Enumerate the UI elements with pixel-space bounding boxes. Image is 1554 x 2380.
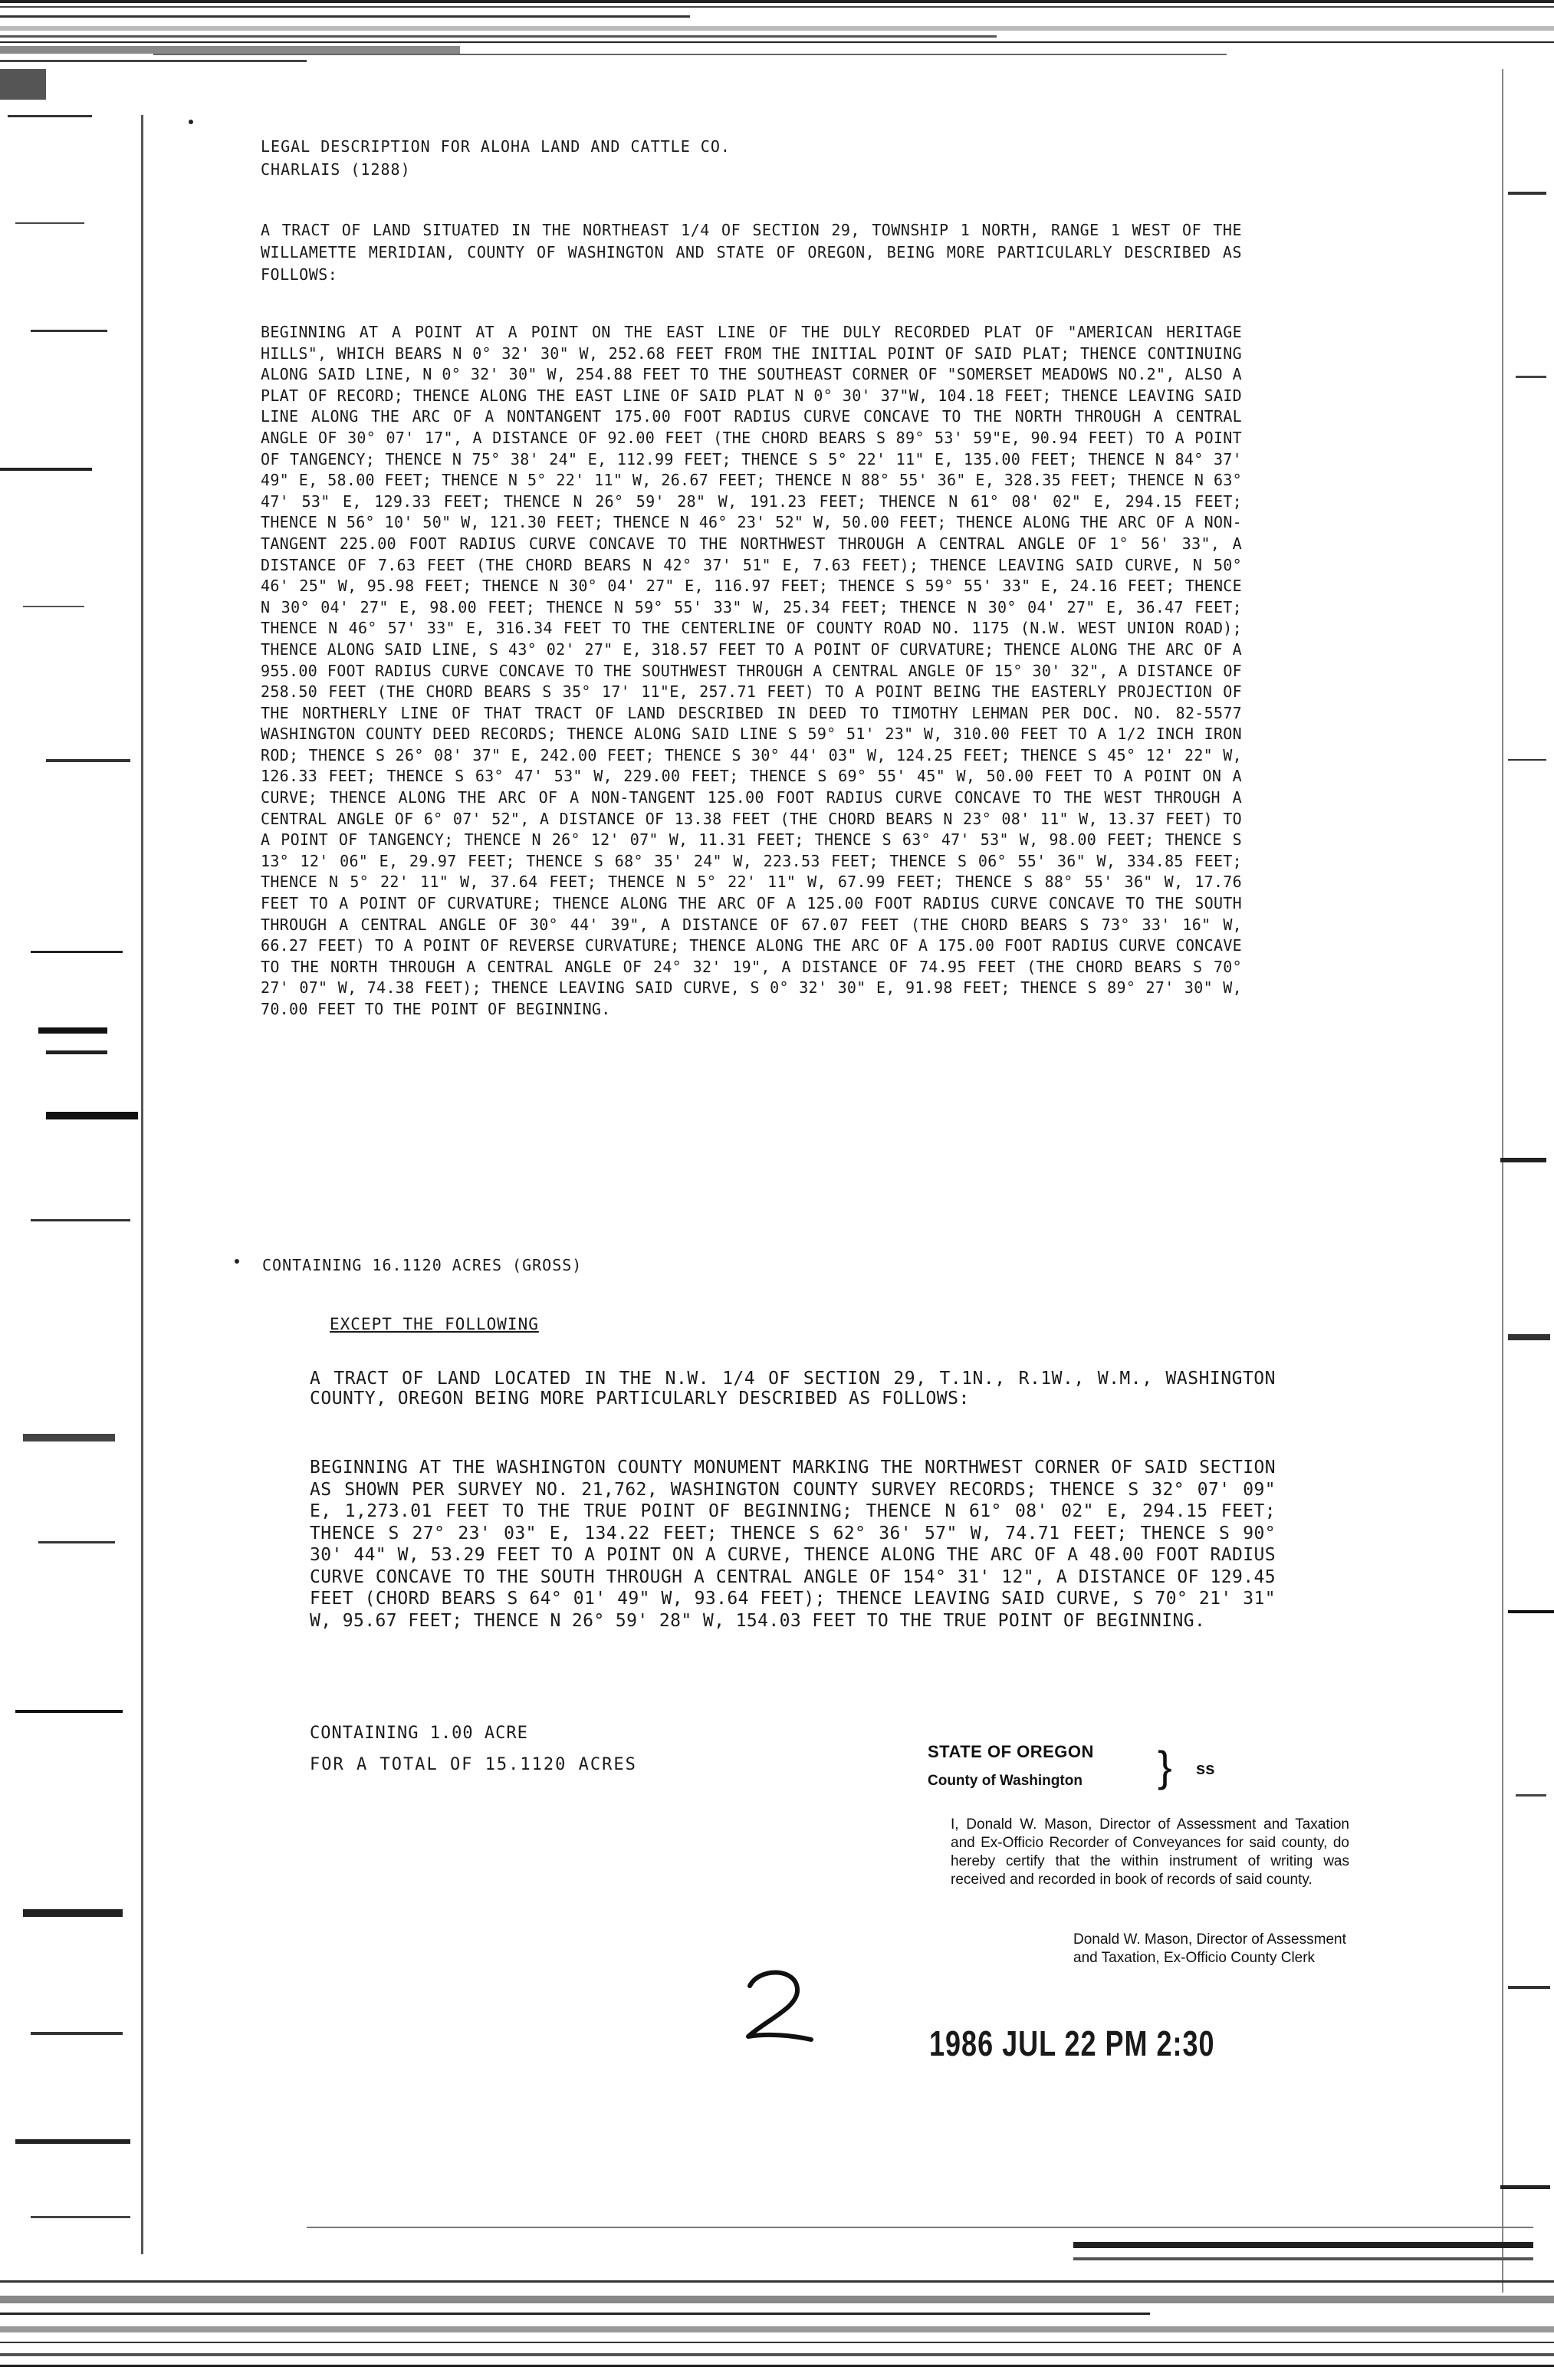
stamp-signer: Donald W. Mason, Director of Assessment and Taxation, Ex-Officio County Clerk	[1073, 1931, 1346, 1966]
stamp-county: County of Washington	[928, 1773, 1083, 1789]
document-header	[261, 135, 731, 181]
acreage-total: FOR A TOTAL OF 15.1120 ACRES	[310, 1755, 637, 1774]
stamp-certification: I, Donald W. Mason, Director of Assessment and Taxation and Ex-Officio Recorder of Conveyances for said county, do hereby certify that the within instrument of writing was received and recorded in book of records of said county.	[951, 1816, 1349, 1888]
tract-intro: A TRACT OF LAND SITUATED IN THE NORTHEAST 1/4 OF SECTION 29, TOWNSHIP 1 NORTH, RANGE 1 WEST OF THE WILLAMETTE MERIDIAN, COUNTY OF WASHINGTON AND STATE OF OREGON, BEING MORE PARTICULARLY DESCRIBED AS FOLLOWS:	[261, 221, 1242, 284]
header-subtitle: CHARLAIS (1288)	[261, 160, 411, 179]
handwritten-page-number	[736, 1963, 820, 2050]
tract-legal-description: BEGINNING AT A POINT AT A POINT ON THE EAST LINE OF THE DULY RECORDED PLAT OF "AMERICAN HERITAGE HILLS", WHICH BEARS N 0° 32' 30" W, 252.68 FEET FROM THE INITIAL POINT OF SAID PLAT; THENCE CONTINUING ALONG SAID LINE, N 0° 32' 30" W, 254.88 FEET TO THE SOUTHEAST CORNER OF "SOMERSET MEADOWS NO.2", ALSO A PLAT OF RECORD; THENCE ALONG THE EAST LINE OF SAID PLAT N 0° 30' 37"W, 104.18 FEET; THENCE LEAVING SAID LINE ALONG THE ARC OF A NONTANGENT 175.00 FOOT RADIUS CURVE CONCAVE TO THE NORTH THROUGH A CENTRAL ANGLE OF 30° 07' 17", A DISTANCE OF 92.00 FEET (THE CHORD BEARS S 89° 53' 59"E, 90.94 FEET) TO A POINT OF TANGENCY; THENCE N 75° 38' 24" E, 112.99 FEET; THENCE S 5° 22' 11" E, 135.00 FEET; THENCE N 84° 37' 49" E, 58.00 FEET; THENCE N 5° 22' 11" W, 26.67 FEET; THENCE N 88° 55' 36" E, 328.35 FEET; THENCE N 63° 47' 53" E, 129.33 FEET; THENCE N 26° 59' 28" W, 191.23 FEET; THENCE N 61° 08' 02" E, 294.15 FEET; THENCE N 56° 10' 50" W, 121.30 FEET; THENCE N 46° 23' 52" W, 50.00 FEET; THENCE ALONG THE ARC OF A NON-TANGENT 225.00 FOOT RADIUS CURVE CONCAVE TO THE NORTHWEST THROUGH A CENTRAL ANGLE OF 1° 56' 33", A DISTANCE OF 7.63 FEET (THE CHORD BEARS N 42° 37' 51" E, 7.63 FEET); THENCE LEAVING SAID CURVE, N 50° 46' 25" W, 95.98 FEET; THENCE N 30° 04' 27" E, 116.97 FEET; THENCE S 59° 55' 33" E, 24.16 FEET; THENCE N 30° 04' 27" E, 98.00 FEET; THENCE N 59° 55' 33" W, 25.34 FEET; THENCE N 30° 04' 27" E, 36.47 FEET; THENCE N 46° 57' 33" E, 316.34 FEET TO THE CENTERLINE OF COUNTY ROAD NO. 1175 (N.W. WEST UNION ROAD); THENCE ALONG SAID LINE, S 43° 02' 27" E, 318.57 FEET TO A POINT OF CURVATURE; THENCE ALONG THE ARC OF A 955.00 FOOT RADIUS CURVE CONCAVE TO THE SOUTHWEST THROUGH A CENTRAL ANGLE OF 15° 30' 32", A DISTANCE OF 258.50 FEET (THE CHORD BEARS S 35° 17' 11"E, 257.71 FEET) TO A POINT BEING THE EASTERLY PROJECTION OF THE NORTHERLY LINE OF THAT TRACT OF LAND DESCRIBED IN DEED TO TIMOTHY LEHMAN PER DOC. NO. 82-5577 WASHINGTON COUNTY DEED RECORDS; THENCE ALONG SAID LINE S 59° 51' 23" W, 310.00 FEET TO A 1/2 INCH IRON ROD; THENCE S 26° 08' 37" E, 242.00 FEET; THENCE S 30° 44' 03" W, 124.25 FEET; THENCE S 45° 12' 22" W, 126.33 FEET; THENCE S 63° 47' 53" W, 229.00 FEET; THENCE S 69° 55' 45" W, 50.00 FEET TO A POINT ON A CURVE; THENCE ALONG THE ARC OF A NON-TANGENT 125.00 FOOT RADIUS CURVE CONCAVE TO THE WEST THROUGH A CENTRAL ANGLE OF 6° 07' 52", A DISTANCE OF 13.38 FEET (THE CHORD BEARS N 23° 08' 11" W, 13.37 FEET) TO A POINT OF TANGENCY; THENCE N 26° 12' 07" W, 11.31 FEET; THENCE S 63° 47' 53" W, 98.00 FEET; THENCE S 13° 12' 06" E, 29.97 FEET; THENCE S 68° 35' 24" W, 223.53 FEET; THENCE S 06° 55' 36" W, 334.85 FEET; THENCE N 5° 22' 11" W, 37.64 FEET; THENCE N 5° 22' 11" W, 67.99 FEET; THENCE S 88° 55' 36" W, 17.76 FEET TO A POINT OF CURVATURE; THENCE ALONG THE ARC OF A 125.00 FOOT RADIUS CURVE CONCAVE TO THE SOUTH THROUGH A CENTRAL ANGLE OF 30° 44' 39", A DISTANCE OF 67.07 FEET (THE CHORD BEARS S 73° 33' 16" W, 66.27 FEET) TO A POINT OF REVERSE CURVATURE; THENCE ALONG THE ARC OF A 175.00 FOOT RADIUS CURVE CONCAVE TO THE NORTH THROUGH A CENTRAL ANGLE OF 24° 32' 19", A DISTANCE OF 74.95 FEET (THE CHORD BEARS S 70° 27' 07" W, 74.38 FEET); THENCE LEAVING SAID CURVE, S 0° 32' 30" E, 91.98 FEET; THENCE S 89° 27' 30" W, 70.00 FEET TO THE POINT OF BEGINNING.	[261, 323, 1242, 1018]
scan-top-edge	[0, 0, 1554, 69]
stamp-ss: ss	[1196, 1759, 1215, 1778]
except-legal-description: BEGINNING AT THE WASHINGTON COUNTY MONUMENT MARKING THE NORTHWEST CORNER OF SAID SECTION AS SHOWN PER SURVEY NO. 21,762, WASHINGTON COUNTY SURVEY RECORDS; THENCE S 32° 07' 09" E, 1,273.01 FEET TO THE TRUE POINT OF BEGINNING; THENCE N 61° 08' 02" E, 294.15 FEET; THENCE S 27° 23' 03" E, 134.22 FEET; THENCE S 62° 36' 57" W, 74.71 FEET; THENCE S 90° 30' 44" W, 53.29 FEET TO A POINT ON A CURVE, THENCE ALONG THE ARC OF A 48.00 FOOT RADIUS CURVE CONCAVE TO THE SOUTH THROUGH A CENTRAL ANGLE OF 154° 31' 12", A DISTANCE OF 129.45 FEET (CHORD BEARS S 64° 01' 49" W, 93.64 FEET); THENCE LEAVING SAID CURVE, S 70° 21' 31" W, 95.67 FEET; THENCE N 26° 59' 28" W, 154.03 FEET TO THE TRUE POINT OF BEGINNING.	[310, 1458, 1276, 1631]
stray-mark	[235, 1259, 239, 1264]
brace-glyph: }	[1158, 1742, 1172, 1790]
header-title: LEGAL DESCRIPTION FOR ALOHA LAND AND CATTLE CO.	[261, 137, 731, 156]
handwritten-two-icon	[736, 1963, 820, 2047]
scan-left-edge	[0, 69, 138, 2293]
scan-bottom-edge	[0, 2211, 1554, 2380]
scan-right-edge	[1500, 69, 1554, 2293]
except-heading: EXCEPT THE FOLLOWING	[330, 1315, 539, 1333]
stray-mark	[189, 120, 193, 124]
except-tract-intro: A TRACT OF LAND LOCATED IN THE N.W. 1/4 OF SECTION 29, T.1N., R.1W., W.M., WASHINGTON COUNTY, OREGON BEING MORE PARTICULARLY DESCRIBED AS FOLLOWS:	[310, 1369, 1276, 1409]
stamp-state: STATE OF OREGON	[928, 1742, 1094, 1761]
recorded-date-stamp: 1986 JUL 22 PM 2:30	[929, 2023, 1215, 2064]
acreage-except: CONTAINING 1.00 ACRE	[310, 1724, 528, 1743]
acreage-gross: CONTAINING 16.1120 ACRES (GROSS)	[262, 1256, 583, 1274]
binder-edge-line	[141, 115, 143, 2254]
recording-stamp	[928, 1742, 1349, 1966]
